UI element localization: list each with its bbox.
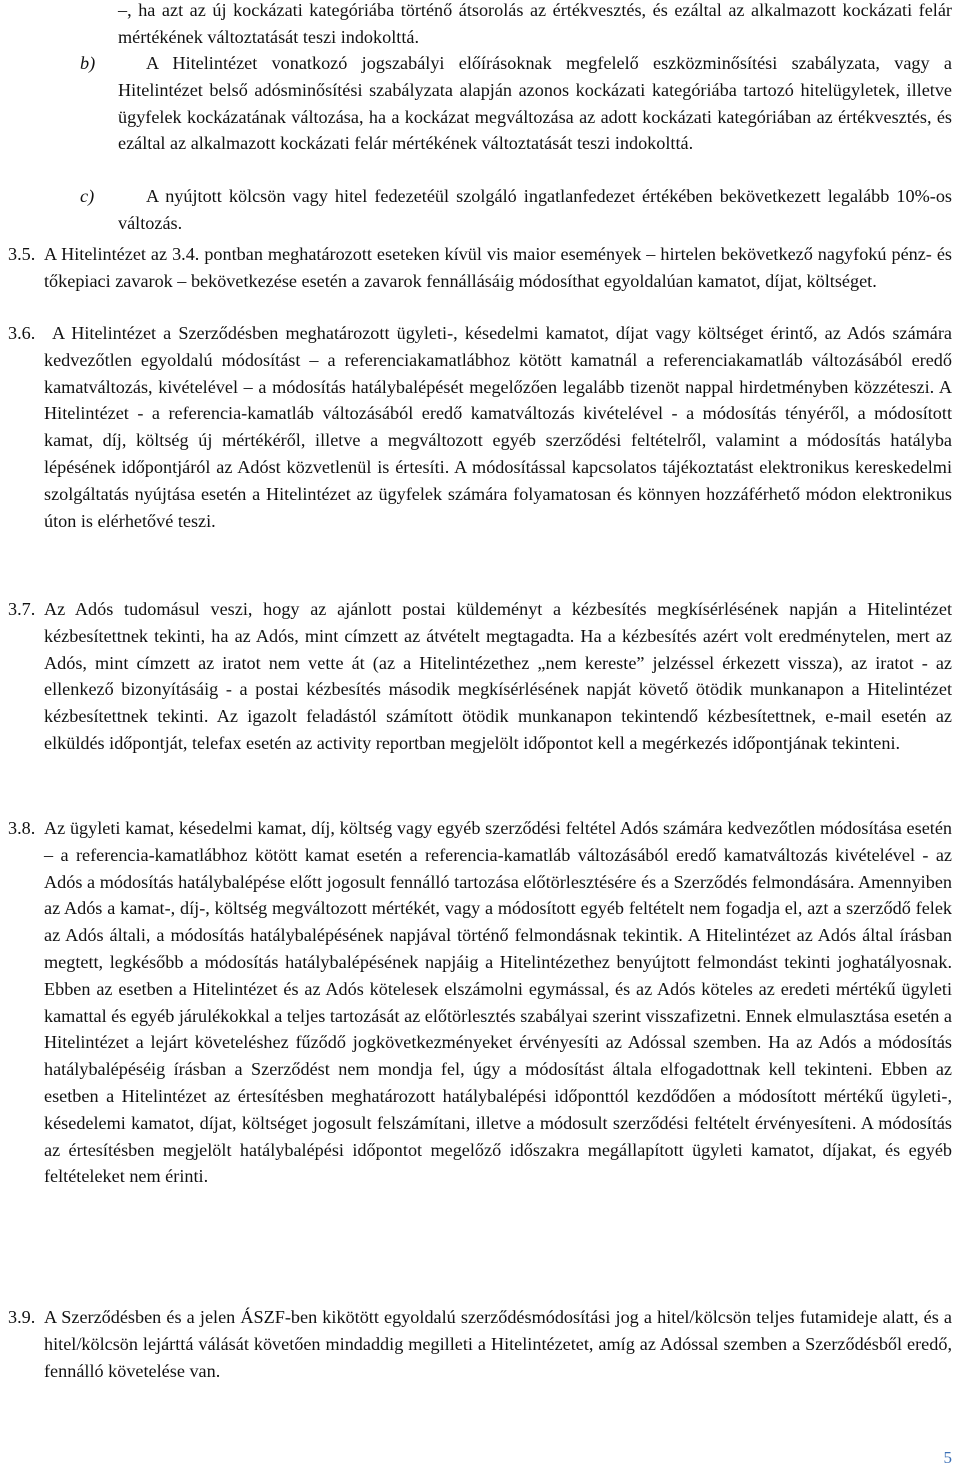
section-number-3-6: 3.6. [8,323,36,343]
section-number-3-8: 3.8. [8,818,36,838]
list-label-c: c) [80,186,95,206]
section-3-8: Az ügyleti kamat, késedelmi kamat, díj, költség vagy egyéb szerződési feltétel Adós számára kedvezőtlen módosítása esetén – a referencia-kamatlábhoz kötött kamat esetén a referencia-kamatláb változásából eredő kamatváltozás kivételével - az Adós a módosítás hatálybalépése előtt jogosult fennálló tartozása előtörlesztésére és a Szerződés felmondására. Amennyiben az Adós a kamat-, díj-, költség megváltozott mértékét, vagy a módosított egyéb feltételt nem fogadja el, azt a szerződő felek az Adós általi, a módosítás hatálybalépésének napjával történő felmondásnak tekintik. A Hitelintézet az Adós által írásban megtett, legkésőbb a módosítás hatálybalépésének napjáig a Hitelintézethez benyújtott felmondást tekinti joghatályosnak. Ebben az esetben a Hitelintézet és az Adós kötelesek elszámolni egymással, és az Adós köteles az eredeti mértékű ügyleti kamattal és egyéb járulékokkal a teljes tartozását az előtörlesztés szabályai szerint visszafizetni. Ennek elmulasztása esetén a Hitelintézet a lejárt követeléshez fűződő jogkövetkezményeket érvényesíti az Adóssal szemben. Ha az Adós a módosítás hatálybalépéséig írásban a Szerződést nem mondja fel, úgy a módosítást általa elfogadottnak kell tekinteni. Ebben az esetben a Hitelintézet az értesítésben meghatározott hatálybalépési időponttól kezdődően a módosított mértékű ügyleti-, késedelemi kamatot, díjat, költséget jogosult felszámítani, illetve a módosult szerződési feltételt érvényesíteni. A módosítás az értesítésben megjelölt hatálybalépési időpontot megelőző időszakra megállapított ügyleti kamatot, díjakat, és egyéb feltételeket nem érinti. [44,818,952,1187]
section-number-3-7: 3.7. [8,599,36,619]
section-3-5: A Hitelintézet az 3.4. pontban meghatározott eseteken kívül vis maior események – hirtelen bekövetkező nagyfokú pénz- és tőkepiaci zavarok – bekövetkezése esetén a zavarok fennállásáig módosíthat egyoldalúan kamatot, díjat, költséget. [44,244,952,291]
paragraph-continuation: –, ha azt az új kockázati kategóriába történő átsorolás az értékvesztés, és ezáltal az alkalmazott kockázati felár mértékének változtatását teszi indokolttá. [118,0,952,47]
list-label-b: b) [80,53,96,73]
section-number-3-9: 3.9. [8,1307,36,1327]
section-number-3-5: 3.5. [8,244,36,264]
page-number: 5 [943,1448,952,1467]
list-item-c: A nyújtott kölcsön vagy hitel fedezetéül szolgáló ingatlanfedezet értékében bekövetkezett legalább 10%-os változás. [118,186,952,233]
section-3-6: A Hitelintézet a Szerződésben meghatározott ügyleti-, késedelmi kamatot, díjat vagy költséget érintő, az Adós számára kedvezőtlen egyoldalú módosítást – a referenciakamatlábhoz kötött kamatnál a referenciakamatláb változásából eredő kamatváltozás, kivételével – a módosítás hatálybalépését megelőzően legalább tizenöt nappal hirdetményben közzéteszi. A Hitelintézet - a referencia-kamatláb változásából eredő kamatváltozás kivételével - a módosítás tényéről, a módosított kamat, díj, költség új mértékéről, illetve a megváltozott egyéb szerződési feltételről, valamint a módosítás hatályba lépésének időpontjáról az Adóst közvetlenül is értesíti. A módosítással kapcsolatos tájékoztatást elektronikus kereskedelmi szolgáltatás nyújtása esetén a Hitelintézet az ügyfelek számára folyamatosan és könnyen hozzáférhető módon elektronikus úton is elérhetővé teszi. [44,323,952,531]
section-3-7: Az Adós tudomásul veszi, hogy az ajánlott postai küldeményt a kézbesítés megkísérlésének napján a Hitelintézet kézbesítettnek tekinti, ha az Adós, mint címzett az átvételt megtagadta. Ha a kézbesítés azért volt eredménytelen, mert az Adós, mint címzett az iratot nem vette át (az a Hitelintézethez „nem kereste” jelzéssel érkezett vissza), az iratot - az ellenkező bizonyításáig - a postai kézbesítés második megkísérlésének napját követő ötödik munkanapon a Hitelintézet kézbesítettnek tekinti. Az igazolt feladástól számított ötödik munkanapon tekintendő kézbesítettnek, e-mail esetén az elküldés időpontját, telefax esetén az activity reportban megjelölt időpontot kell a megérkezés időpontjának tekinteni. [44,599,952,753]
list-item-b: A Hitelintézet vonatkozó jogszabályi előírásoknak megfelelő eszközminősítési szabályzata, vagy a Hitelintézet belső adósminősítési szabályzata alapján azonos kockázati kategóriába tartozó hitelügyletek, illetve ügyfelek kockázatának változása, ha a kockázat megváltozása az adott kockázati kategóriában az értékvesztés, és ezáltal az alkalmazott kockázati felár mértékének változtatását teszi indokolttá. [118,53,952,154]
section-3-9: A Szerződésben és a jelen ÁSZF-ben kikötött egyoldalú szerződésmódosítási jog a hitel/kölcsön teljes futamideje alatt, és a hitel/kölcsön lejárttá válását követően mindaddig megilleti a Hitelintézetet, amíg az Adóssal szemben a Szerződésből eredő, fennálló követelése van. [44,1307,952,1381]
